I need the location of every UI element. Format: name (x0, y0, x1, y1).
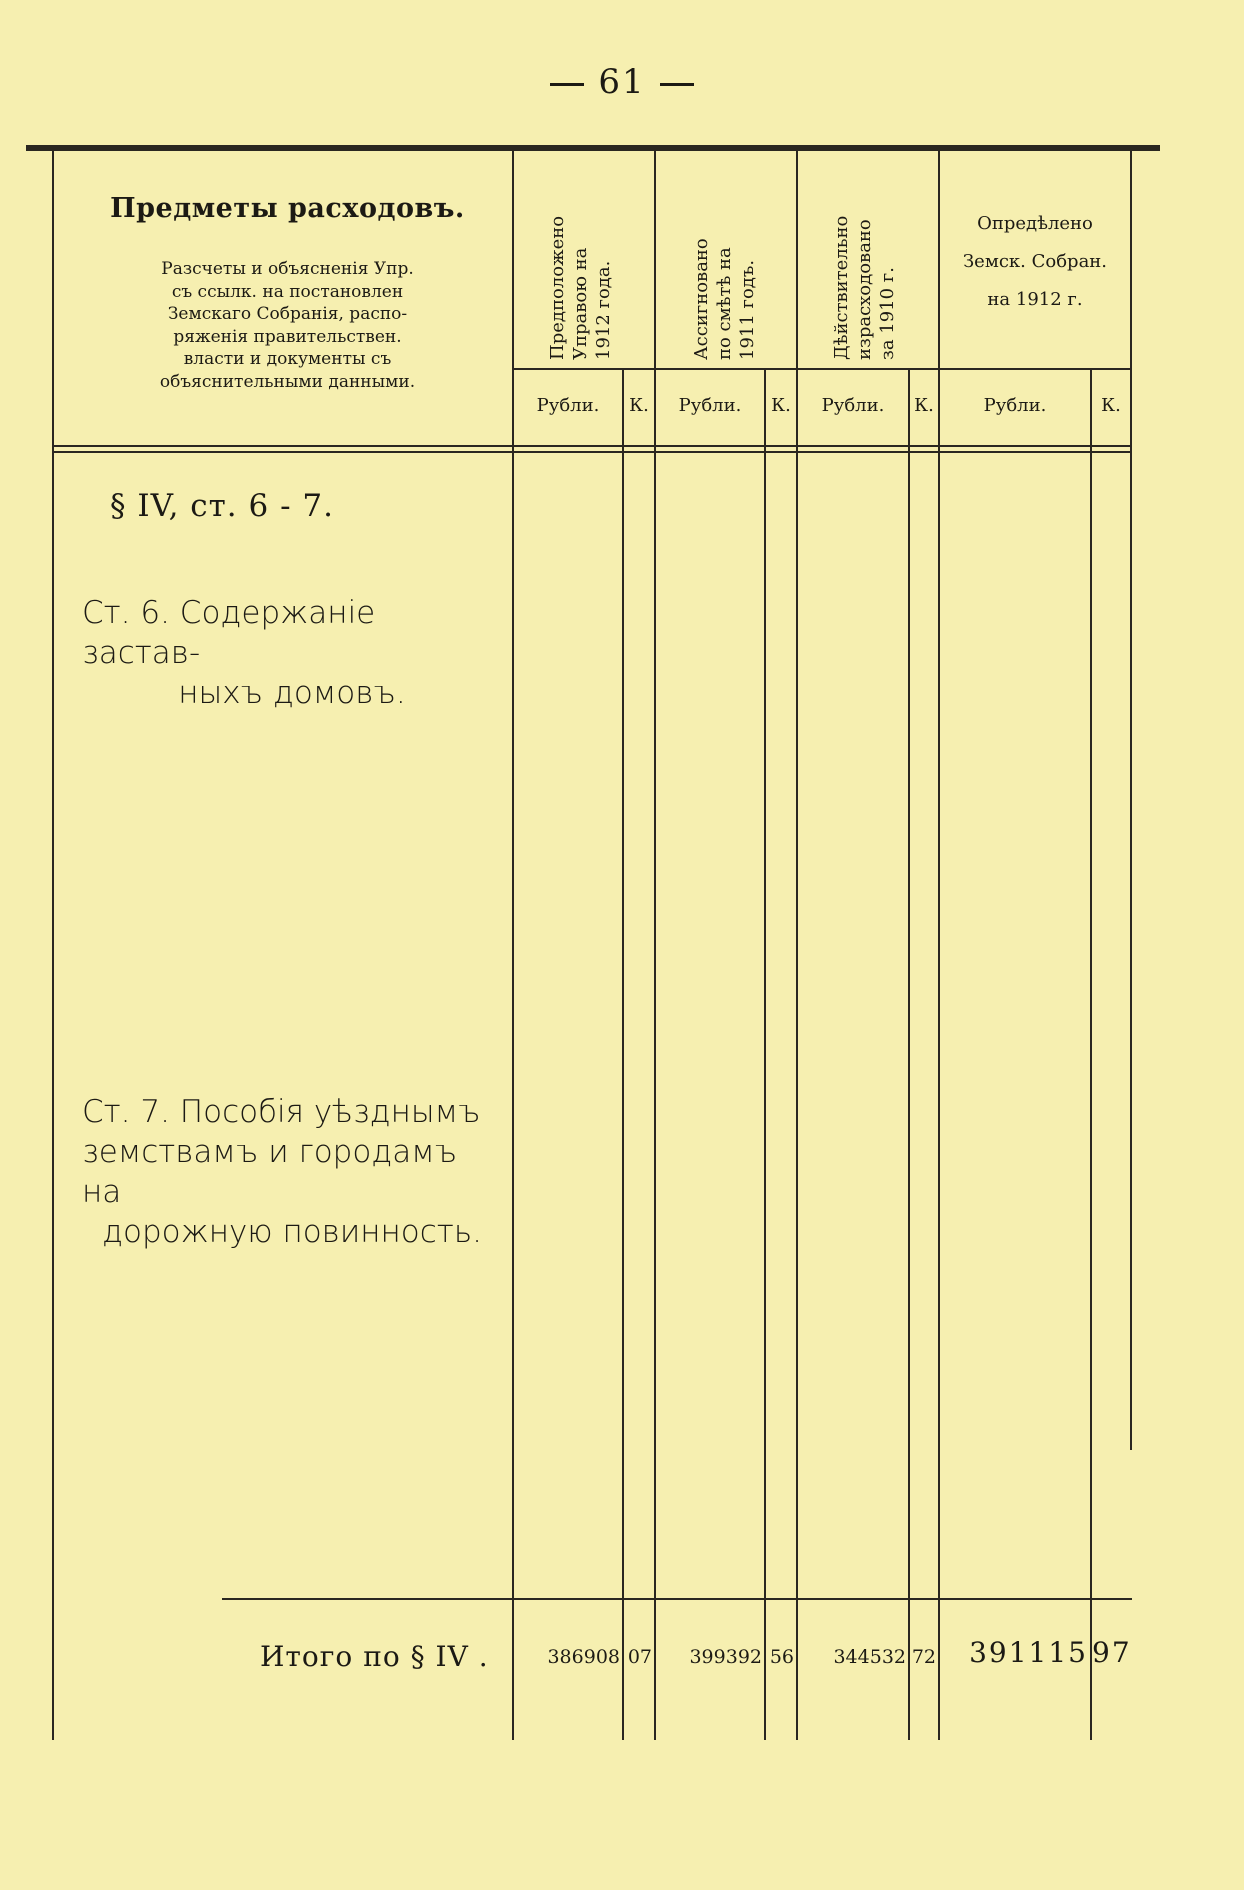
unit-kop-3: К. (914, 395, 934, 416)
top-rule (26, 145, 1160, 151)
header-bottom-rule (52, 445, 1132, 447)
header-col-line: 1911 годъ. (737, 259, 758, 360)
header-col-proposed (546, 185, 615, 360)
item-7-line: дорожную повинность. (102, 1214, 482, 1250)
header-col-assigned (690, 185, 759, 360)
column-divider-2 (654, 150, 656, 1740)
header-description (70, 258, 505, 393)
table-left-border (52, 150, 54, 1740)
header-col-spent (830, 185, 899, 360)
item-7 (82, 1092, 502, 1252)
header-description-line: съ ссылк. на постановлен (171, 281, 404, 302)
header-col-line: Предположено (547, 215, 568, 360)
page-number-text: 61 (598, 62, 646, 102)
header-col-line: Управою на (570, 247, 591, 360)
kop-divider-2 (764, 370, 766, 1740)
header-description-line: объяснительными данными. (159, 371, 416, 392)
total-decided-kop: 97 (1092, 1636, 1132, 1669)
total-spent-kop: 72 (911, 1646, 936, 1668)
item-6-line: Ст. 6. Содержаніе застав- (82, 595, 376, 671)
total-proposed-rub: 386908 (547, 1646, 620, 1668)
unit-kop-1: К. (629, 395, 649, 416)
item-6-line: ныхъ домовъ. (178, 675, 406, 711)
page-number (0, 62, 1244, 102)
unit-kop-2: К. (771, 395, 791, 416)
header-description-line: власти и документы съ (183, 349, 392, 369)
header-description-line: Разсчеты и объясненія Упр. (161, 259, 414, 279)
total-decided-rub: 391115 (969, 1636, 1088, 1669)
header-title: Предметы расходовъ. (110, 193, 465, 224)
header-col-line: на 1912 г. (987, 289, 1083, 310)
column-divider-1 (512, 150, 514, 1740)
header-col-line: 1912 года. (593, 260, 614, 360)
total-spent-rub: 344532 (833, 1646, 906, 1668)
unit-rub-1: Рубли. (536, 395, 600, 416)
unit-rub-3: Рубли. (821, 395, 885, 416)
kop-divider-3 (908, 370, 910, 1740)
header-col-decided (940, 205, 1130, 319)
totals-label: Итого по § IV . (260, 1640, 489, 1673)
header-bottom-rule-2 (52, 451, 1132, 453)
page-number-dash-right (660, 83, 694, 86)
header-col-line: Опредѣлено (977, 213, 1093, 234)
header-unit-rule (512, 368, 1132, 370)
section-heading: § IV, ст. 6 - 7. (110, 488, 334, 524)
item-7-line: земствамъ и городамъ на (82, 1134, 458, 1210)
total-proposed-kop: 07 (627, 1646, 652, 1668)
header-col-line: Земск. Собран. (962, 251, 1108, 272)
total-assigned-kop: 56 (769, 1646, 794, 1668)
header-col-line: израсходовано (854, 219, 875, 360)
unit-rub-2: Рубли. (678, 395, 742, 416)
item-7-line: Ст. 7. Пособія уѣзднымъ (82, 1094, 481, 1130)
header-col-line: за 1910 г. (877, 267, 898, 360)
totals-rule (222, 1598, 1132, 1600)
unit-rub-4: Рубли. (983, 395, 1047, 416)
page-number-dash-left (550, 83, 584, 86)
item-6 (82, 593, 502, 713)
table-right-border (1130, 150, 1132, 1450)
kop-divider-4 (1090, 370, 1092, 1740)
header-col-line: Ассигновано (691, 238, 712, 360)
header-col-line: Дѣйствительно (831, 215, 852, 360)
unit-kop-4: К. (1101, 395, 1121, 416)
header-col-line: по смѣтѣ на (714, 247, 735, 360)
column-divider-3 (796, 150, 798, 1740)
total-assigned-rub: 399392 (689, 1646, 762, 1668)
column-divider-4 (938, 150, 940, 1740)
header-description-line: Земскаго Собранія, распо- (167, 304, 408, 324)
kop-divider-1 (622, 370, 624, 1740)
header-description-line: ряженія правительствен. (173, 326, 402, 347)
